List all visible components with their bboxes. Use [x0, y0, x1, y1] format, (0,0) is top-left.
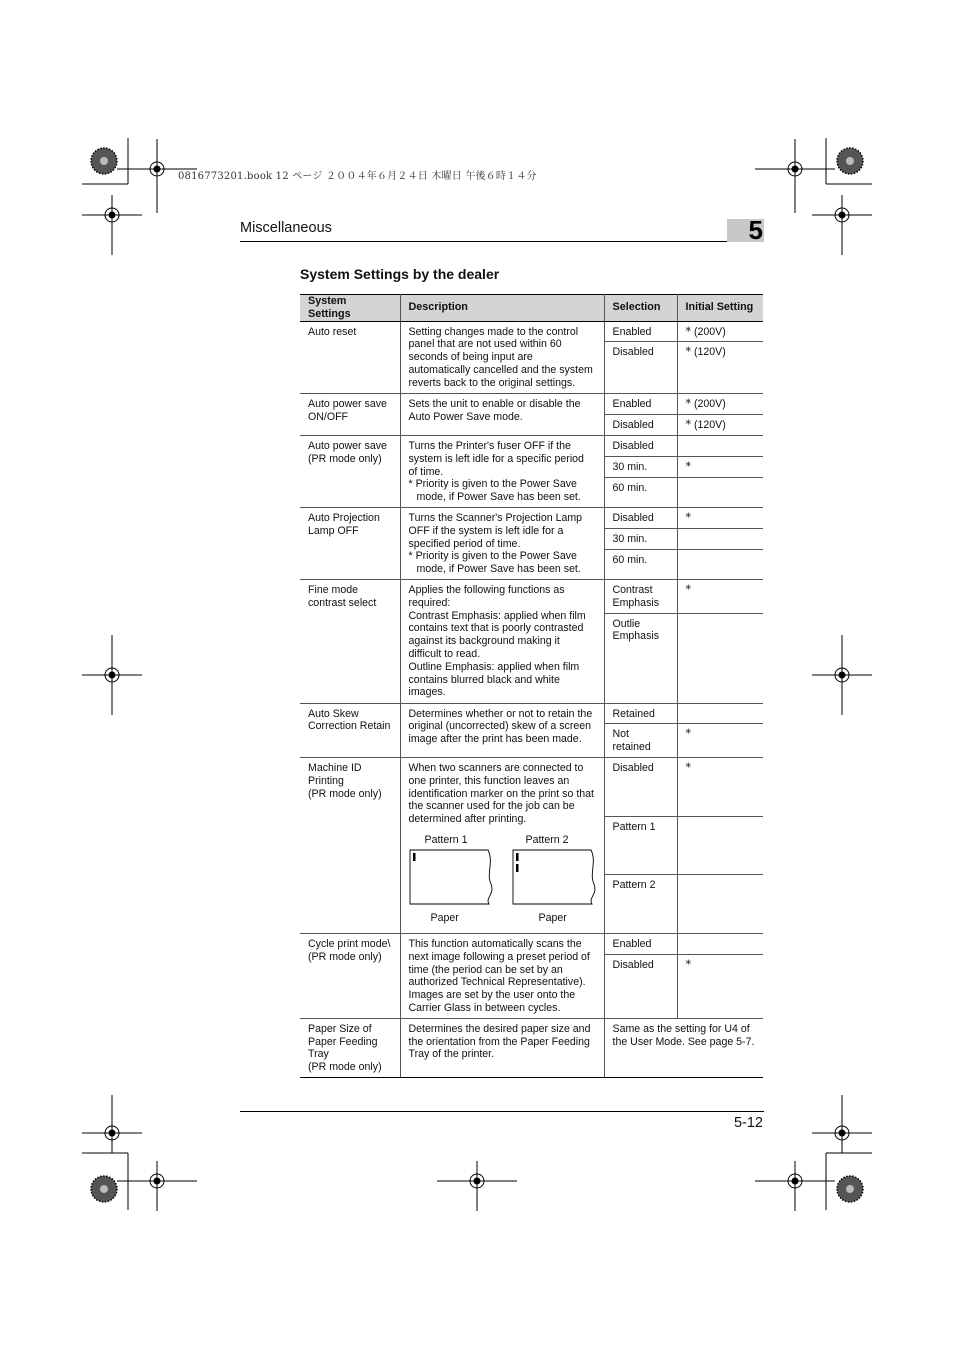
initial-setting-cell: [677, 477, 763, 507]
selection-cell: Contrast Emphasis: [604, 579, 677, 613]
setting-description: Turns the Scanner's Projection Lamp OFF if the system is left idle for a specified period of time. * Priority is given to the Power Save mode, if Power Save has been set.: [400, 507, 604, 579]
default-marker: *: [685, 459, 691, 473]
header-rule: [240, 241, 764, 242]
pattern-1-label: Pattern 1: [424, 833, 468, 846]
initial-setting-cell: [677, 816, 763, 875]
section-label: Miscellaneous: [240, 220, 332, 236]
column-header-description: Description: [400, 295, 604, 322]
selection-cell: Disabled: [604, 342, 677, 394]
setting-description: This function automatically scans the next image following a preset period of time (the period can be set by an authorized Technical Representative). Images are set by the user onto the Carrier Glass in between cycles.: [400, 933, 604, 1018]
table-header-row: [300, 295, 763, 322]
selection-cell: 60 min.: [604, 477, 677, 507]
setting-name: Auto power save ON/OFF: [300, 394, 400, 436]
machine-id-pattern-diagram: [409, 834, 596, 930]
setting-description: Applies the following functions as required: Contrast Emphasis: applied when film contains text that is poorly contrasted against its background making it difficult to read. Outline Emphasis: applied when film contains blurred black and white images.: [400, 579, 604, 703]
table-row: [300, 933, 763, 954]
selection-cell: 60 min.: [604, 549, 677, 579]
table-row: [300, 1018, 763, 1077]
default-marker: *: [685, 324, 691, 338]
default-marker: *: [685, 582, 691, 596]
setting-name: Auto power save (PR mode only): [300, 435, 400, 507]
selection-cell: Disabled: [604, 435, 677, 456]
paper-1-shape: [410, 850, 492, 904]
table-row: [300, 757, 763, 816]
initial-setting-cell: [677, 435, 763, 456]
selection-cell: Enabled: [604, 321, 677, 342]
initial-setting-cell: [677, 875, 763, 934]
paper-2-shape: [513, 850, 595, 904]
setting-description: Determines whether or not to retain the original (uncorrected) skew of a screen image after the print has been made.: [400, 703, 604, 757]
table-row: [300, 703, 763, 724]
pattern-2-marker-top: [516, 853, 519, 861]
setting-description: Turns the Printer's fuser OFF if the system is left idle for a specific period of time. * Priority is given to the Power Save mode, if Power Save has been set.: [400, 435, 604, 507]
initial-setting-cell: [677, 724, 763, 758]
setting-description: When two scanners are connected to one printer, this function leaves an identification marker on the print so that the scanner used for the job can be determined after printing. Pattern 1 Pattern 2 Paper Paper: [400, 757, 604, 933]
initial-setting-cell: [677, 528, 763, 549]
initial-setting-cell: * (120V): [677, 415, 763, 436]
footer-rule: [240, 1111, 764, 1112]
selection-cell: Pattern 2: [604, 875, 677, 934]
setting-description: Setting changes made to the control panel that are not used within 60 seconds of being input are automatically cancelled and the system reverts back to the original settings.: [400, 321, 604, 394]
initial-setting-cell: [677, 579, 763, 613]
paper-1-label: Paper: [430, 911, 459, 924]
setting-name: Cycle print mode\ (PR mode only): [300, 933, 400, 1018]
initial-setting-cell: * (200V): [677, 394, 763, 415]
default-marker: *: [685, 510, 691, 524]
initial-setting-cell: [677, 933, 763, 954]
table-row: [300, 579, 763, 613]
selection-cell: Disabled: [604, 415, 677, 436]
column-header-system-settings: System Settings: [300, 295, 400, 322]
initial-setting-cell: [677, 954, 763, 1018]
table-row: [300, 507, 763, 528]
settings-table: [300, 294, 763, 1078]
initial-setting-cell: [677, 757, 763, 816]
setting-name: Auto reset: [300, 321, 400, 394]
setting-description: Determines the desired paper size and the orientation from the Paper Feeding Tray of the printer.: [400, 1018, 604, 1077]
default-marker: *: [685, 397, 691, 411]
initial-setting-cell: [677, 703, 763, 724]
selection-cell: Pattern 1: [604, 816, 677, 875]
setting-note: * Priority is given to the Power Save mode, if Power Save has been set.: [408, 478, 581, 504]
selection-cell: Retained: [604, 703, 677, 724]
setting-description: Sets the unit to enable or disable the Auto Power Save mode.: [400, 394, 604, 436]
initial-setting-cell: * (200V): [677, 321, 763, 342]
initial-setting-cell: [677, 613, 763, 703]
chapter-number: 5: [748, 215, 763, 245]
selection-cell: Not retained: [604, 724, 677, 758]
setting-name: Paper Size of Paper Feeding Tray (PR mode only): [300, 1018, 400, 1077]
initial-setting-cell: * (120V): [677, 342, 763, 394]
default-marker: *: [685, 727, 691, 741]
initial-setting-cell: [677, 456, 763, 477]
default-marker: *: [685, 957, 691, 971]
initial-setting-cell: [677, 549, 763, 579]
setting-name: Fine mode contrast select: [300, 579, 400, 703]
selection-cell: Enabled: [604, 394, 677, 415]
page-number: 5-12: [733, 1115, 763, 1131]
selection-cell: Disabled: [604, 954, 677, 1018]
table-row: [300, 435, 763, 456]
selection-cell: Disabled: [604, 757, 677, 816]
selection-cell: Enabled: [604, 933, 677, 954]
setting-name: Auto Projection Lamp OFF: [300, 507, 400, 579]
selection-cell: Outlie Emphasis: [604, 613, 677, 703]
paper-2-label: Paper: [538, 911, 567, 924]
print-header: 0816773201.book 12 ページ ２００４年６月２４日 木曜日 午後６時１４分: [178, 171, 537, 182]
table-row: [300, 321, 763, 342]
page-title: System Settings by the dealer: [300, 266, 500, 282]
merged-selection-cell: Same as the setting for U4 of the User Mode. See page 5-7.: [604, 1018, 763, 1077]
selection-cell: 30 min.: [604, 456, 677, 477]
default-marker: *: [685, 418, 691, 432]
default-marker: *: [685, 345, 691, 359]
pattern-2-label: Pattern 2: [525, 833, 569, 846]
pattern-2-marker-bottom: [516, 864, 519, 872]
selection-cell: Disabled: [604, 507, 677, 528]
setting-name: Machine ID Printing (PR mode only): [300, 757, 400, 933]
column-header-initial-setting: Initial Setting: [677, 295, 763, 322]
setting-name: Auto Skew Correction Retain: [300, 703, 400, 757]
table-row: [300, 394, 763, 415]
selection-cell: 30 min.: [604, 528, 677, 549]
setting-note: * Priority is given to the Power Save mode, if Power Save has been set.: [408, 550, 581, 576]
column-header-selection: Selection: [604, 295, 677, 322]
default-marker: *: [685, 760, 691, 774]
initial-setting-cell: [677, 507, 763, 528]
pattern-1-marker: [413, 853, 416, 861]
